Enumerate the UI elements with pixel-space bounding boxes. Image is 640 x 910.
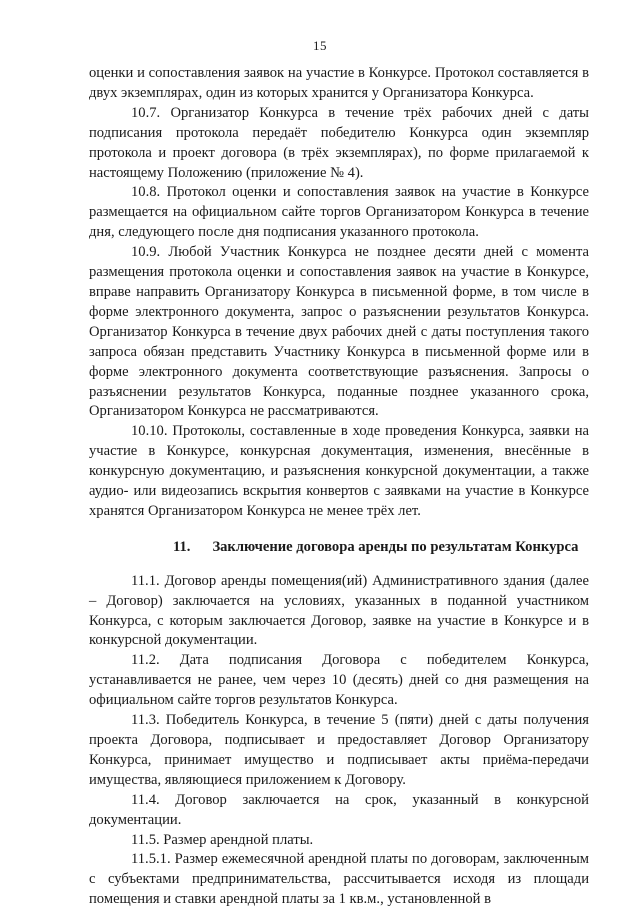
paragraph-10-9: 10.9. Любой Участник Конкурса не позднее десяти дней с момента размещения протокола оценки и сопоставления заявок на участие в Конкурсе, вправе направить Организатору Конкурса в письменной форме, в том числе в форме электронного документа, запрос о разъяснении результатов Конкурса. Организатор Конкурса в течение двух рабочих дней с даты поступления такого запроса обязан представить Участнику Конкурса в письменной форме или в форме электронного документа соответствующие разъяснения. Запросы о разъяснении результатов Конкурса, поданные позднее указанного срока, Организатором Конкурса не рассматриваются. — [89, 244, 589, 420]
paragraph-10-7: 10.7. Организатор Конкурса в течение трёх рабочих дней с даты подписания протокола передаёт победителю Конкурса один экземпляр протокола и проект договора (в трёх экземплярах), по форме прилагаемой к настоящему Положению (приложение № 4). — [89, 104, 589, 181]
paragraph-11-5: 11.5. Размер арендной платы. — [131, 831, 314, 848]
paragraph-continuation: оценки и сопоставления заявок на участие в Конкурсе. Протокол составляется в двух экземплярах, один из которых хранится у Организатора Конкурса. — [89, 65, 589, 101]
section-number: 11. — [173, 538, 191, 555]
paragraph-11-2: 11.2. Дата подписания Договора с победителем Конкурса, устанавливается не ранее, чем через 10 (десять) дней со дня размещения на официальном сайте торгов результатов Конкурса. — [89, 652, 589, 709]
paragraph-11-3: 11.3. Победитель Конкурса, в течение 5 (пяти) дней с даты получения проекта Договора, подписывает и предоставляет Договор Организатору Конкурса, принимает имущество и подписывает акты приёма-передачи имущества, являющиеся приложением к Договору. — [89, 712, 589, 788]
paragraph-10-10: 10.10. Протоколы, составленные в ходе проведения Конкурса, заявки на участие в Конкурсе, конкурсная документация, изменения, внесённые в конкурсную документацию, и разъяснения конкурсной документации, а также аудио- или видеозапись вскрытия конвертов с заявками на участие в Конкурсе хранятся Организатором Конкурса не менее трёх лет. — [89, 423, 589, 519]
paragraph-11-1: 11.1. Договор аренды помещения(ий) Административного здания (далее – Договор) заключается на условиях, указанных в поданной участником Конкурса, с которым заключается Договор, заявке на участие в Конкурсе и в конкурсной документации. — [89, 572, 589, 649]
paragraph-11-4: 11.4. Договор заключается на срок, указанный в конкурсной документации. — [89, 791, 589, 828]
paragraph-11-5-1: 11.5.1. Размер ежемесячной арендной платы по договорам, заключенным с субъектами предпринимательства, рассчитывается исходя из площади помещения и ставки арендной платы за 1 кв.м., установленной в — [89, 851, 589, 908]
document-body — [89, 64, 589, 910]
page-number: 15 — [313, 38, 327, 53]
section-title: Заключение договора аренды по результатам Конкурса — [212, 538, 579, 555]
paragraph-10-8: 10.8. Протокол оценки и сопоставления заявок на участие в Конкурсе размещается на официальном сайте торгов Организатором Конкурса в течение дня, следующего после дня подписания указанного протокола. — [89, 184, 589, 241]
section-heading-11 — [89, 538, 589, 558]
